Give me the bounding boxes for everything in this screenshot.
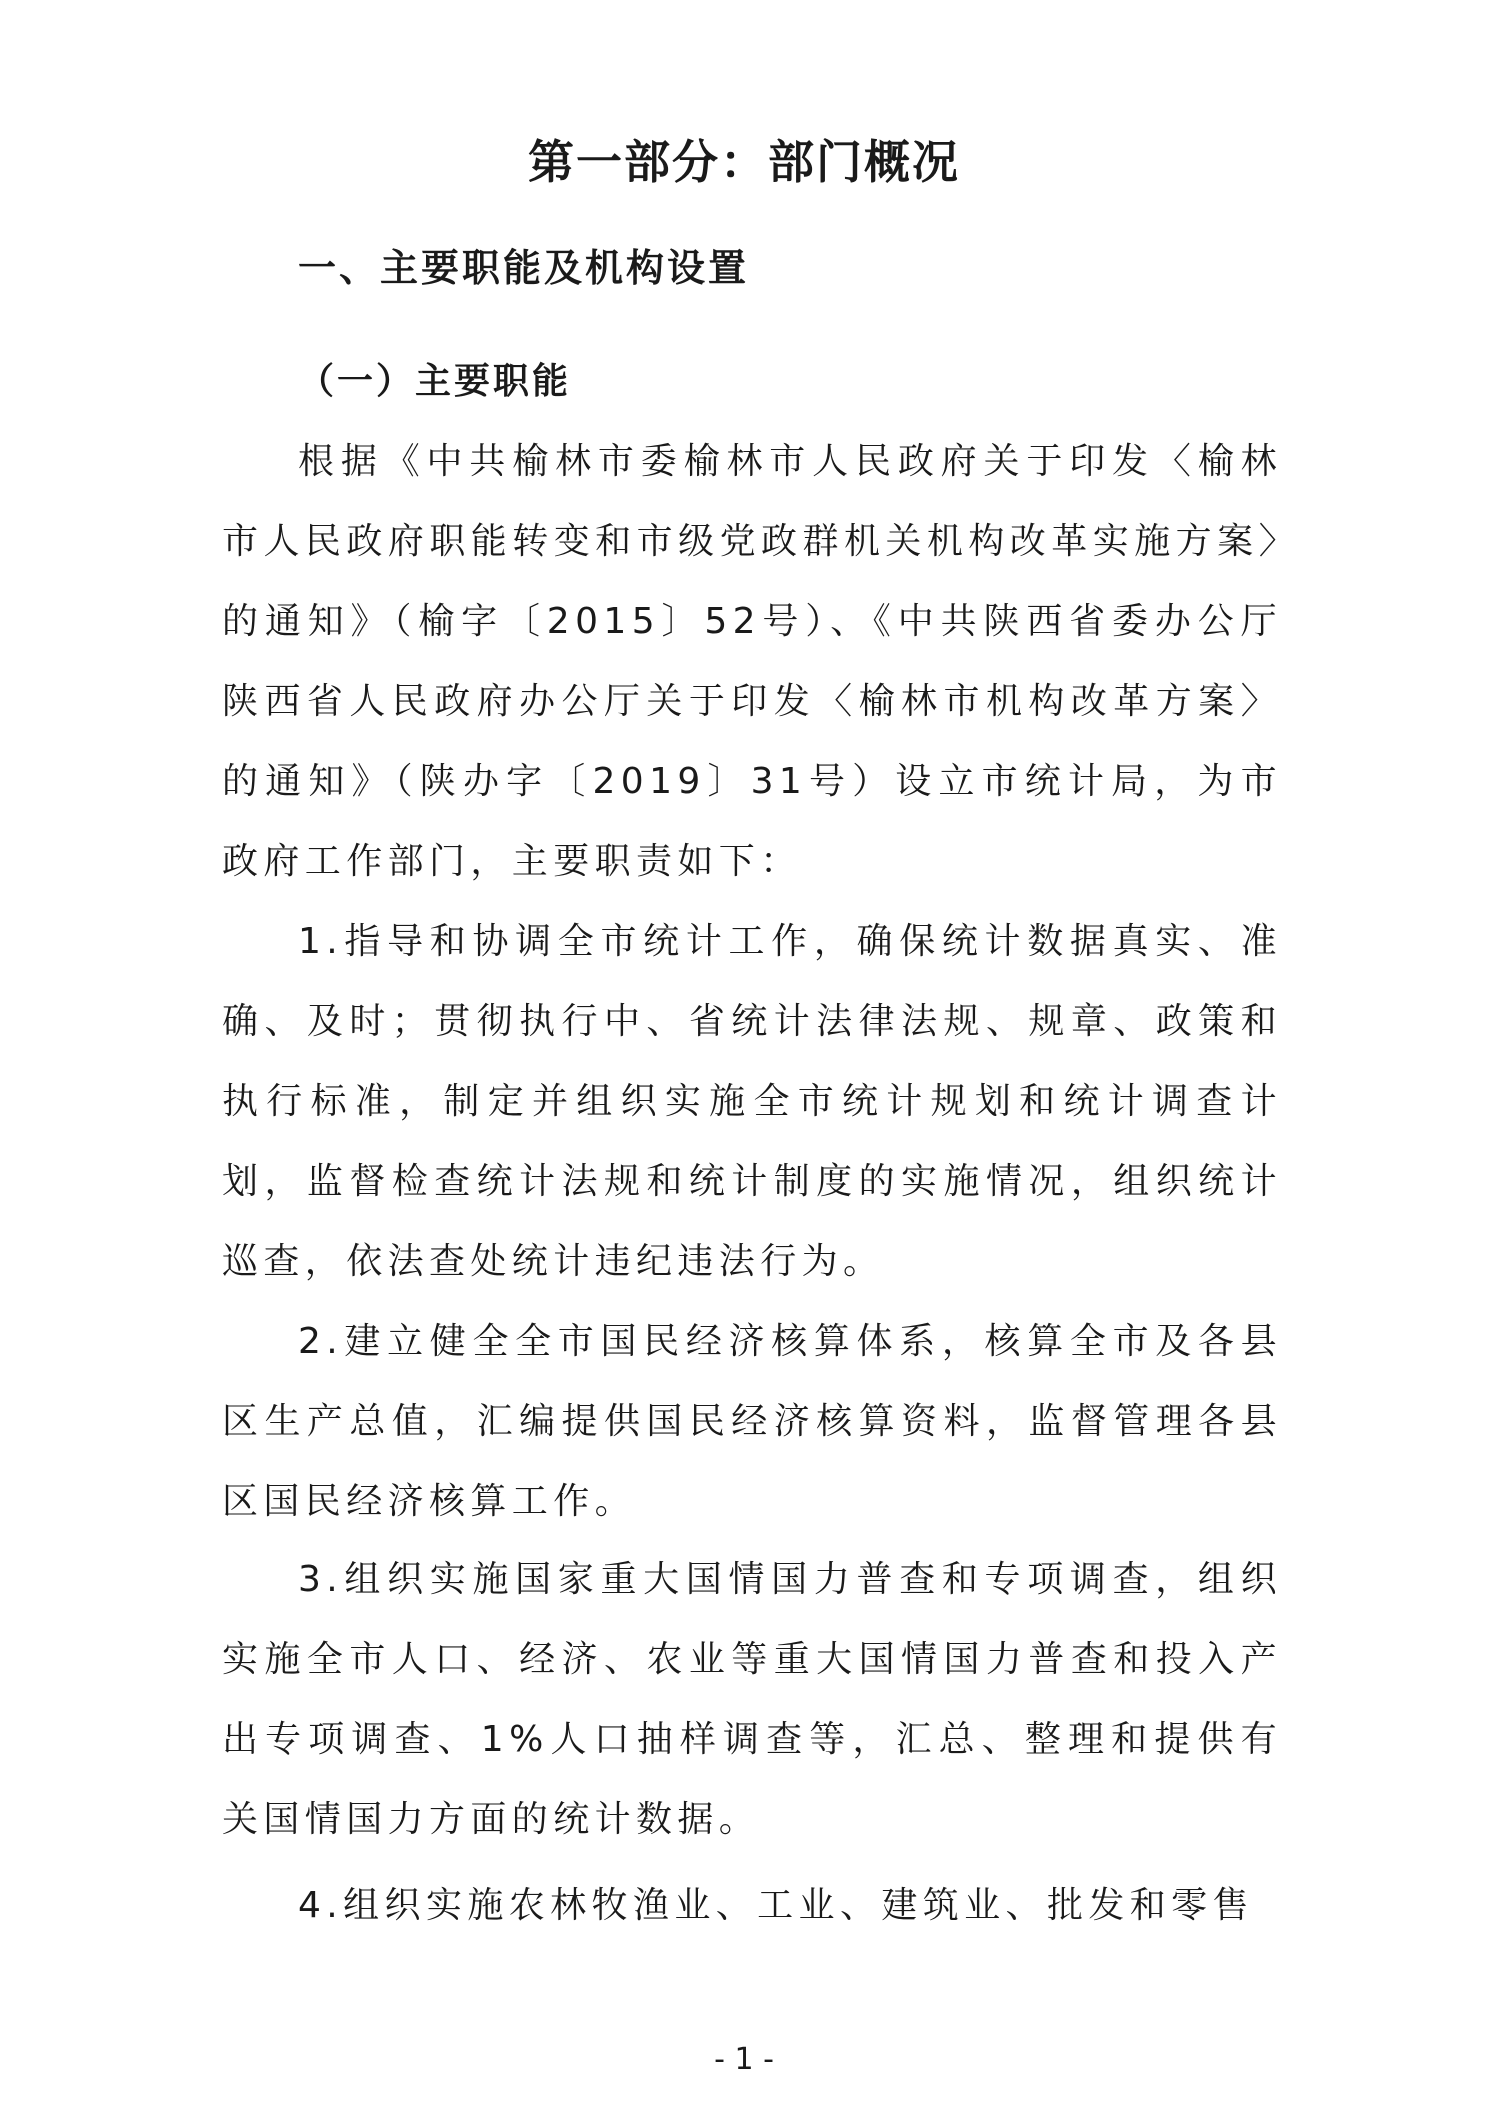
subsection-heading: （一）主要职能 [298,361,572,402]
paragraph-duty-4: 4.组织实施农林牧渔业、工业、建筑业、批发和零售 [298,1885,1254,1926]
paragraph-duty-1: 1.指导和协调全市统计工作，确保统计数据真实、准确、及时；贯彻执行中、省统计法律法规、规章、政策和执行标准，制定并组织实施全市统计规划和统计调查计划，监督检查统计法规和统计制度的实施情况，组织统计巡查，依法查处统计违纪违法行为。 [222,921,1282,1282]
page-number: - 1 - [714,2042,774,2077]
paragraph-duty-3: 3.组织实施国家重大国情国力普查和专项调查，组织实施全市人口、经济、农业等重大国情国力普查和投入产出专项调查、1%人口抽样调查等，汇总、整理和提供有关国情国力方面的统计数据。 [222,1559,1282,1840]
paragraph-intro: 根据《中共榆林市委榆林市人民政府关于印发〈榆林市人民政府职能转变和市级党政群机关机构改革实施方案〉的通知》（榆字〔2015〕52号）、《中共陕西省委办公厅陕西省人民政府办公厅关于印发〈榆林市机构改革方案〉的通知》（陕办字〔2019〕31号）设立市统计局，为市政府工作部门，主要职责如下： [222,441,1282,882]
page-title: 第一部分：部门概况 [528,135,960,189]
paragraph-duty-2: 2.建立健全全市国民经济核算体系，核算全市及各县区生产总值，汇编提供国民经济核算资料，监督管理各县区国民经济核算工作。 [222,1321,1282,1522]
section-heading: 一、主要职能及机构设置 [298,246,750,290]
